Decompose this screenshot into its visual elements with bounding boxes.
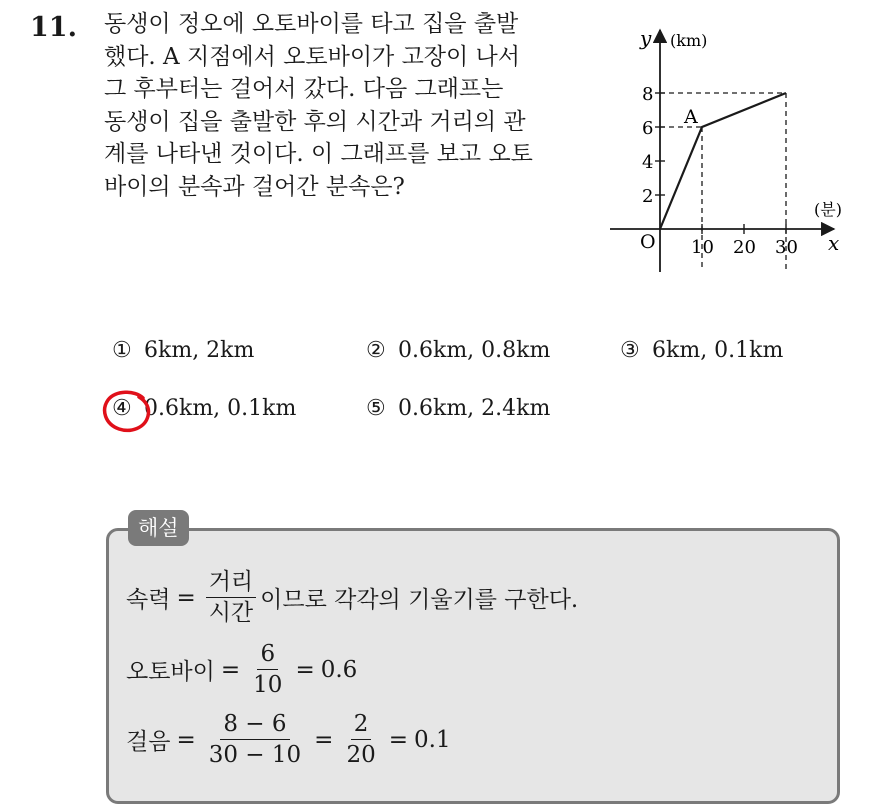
choice-text: 0.6km, 0.1km (144, 396, 297, 421)
fraction-denominator: 10 (253, 672, 283, 698)
solution-tag: 해설 (128, 510, 189, 546)
question-number: 11. (30, 12, 77, 43)
question-line: 동생이 정오에 오토바이를 타고 집을 출발 (104, 11, 519, 37)
question-line: 했다. A 지점에서 오토바이가 고장이 나서 (104, 43, 520, 70)
x-axis-unit: (분) (814, 200, 842, 219)
answer-circle-mark (101, 388, 153, 434)
question-line: 동생이 집을 출발한 후의 시간과 거리의 관 (104, 108, 526, 135)
choice-text: 0.6km, 0.8km (398, 338, 551, 363)
fraction (250, 640, 285, 699)
choice-2[interactable] (366, 338, 550, 363)
question-line: 바이의 분속과 걸어간 분속은? (104, 173, 405, 200)
equals-sign: = (176, 584, 196, 611)
data-series-line (660, 93, 786, 229)
distance-time-graph (598, 18, 848, 278)
point-a-label: A (684, 106, 698, 128)
choice-mark: ⑤ (366, 396, 386, 421)
y-tick-label: 4 (642, 152, 654, 173)
fraction-numerator: 2 (351, 710, 372, 740)
result-value: 0.1 (414, 726, 451, 753)
question-line: 그 후부터는 걸어서 갔다. 다음 그래프는 (104, 76, 504, 102)
choice-mark: ② (366, 338, 386, 363)
choice-3[interactable] (620, 338, 783, 363)
y-tick-label: 2 (642, 186, 654, 207)
fraction (206, 568, 256, 627)
x-axis-var: x (828, 231, 840, 255)
equals-sign: = (176, 726, 196, 753)
solution-line-1 (126, 568, 578, 627)
choice-1[interactable] (112, 338, 254, 363)
x-tick-label: 20 (733, 237, 756, 258)
choice-text: 0.6km, 2.4km (398, 396, 551, 421)
choice-text: 6km, 2km (144, 338, 255, 363)
question-text (104, 8, 584, 203)
speed-label: 속력 (126, 587, 171, 613)
x-tick-label: 10 (691, 237, 714, 258)
motorbike-label: 오토바이 (126, 659, 215, 685)
y-tick-label: 8 (642, 84, 654, 105)
solution-text: 이므로 각각의 기울기를 구한다. (260, 587, 579, 613)
x-tick-label: 30 (775, 237, 798, 258)
y-axis-unit: (km) (670, 31, 708, 50)
choice-mark: ③ (620, 338, 640, 363)
fraction-numerator: 8 − 6 (220, 710, 289, 740)
equals-sign: = (388, 726, 408, 753)
solution-line-2 (126, 640, 357, 699)
walking-label: 걸음 (126, 729, 171, 755)
equals-sign: = (220, 656, 241, 683)
choice-text: 6km, 0.1km (652, 338, 784, 363)
equals-sign: = (295, 656, 315, 683)
choice-mark: ④ (112, 396, 132, 421)
fraction (206, 710, 304, 769)
question-line: 계를 나타낸 것이다. 이 그래프를 보고 오토 (104, 141, 533, 167)
fraction-denominator: 20 (346, 742, 376, 768)
choice-5[interactable] (366, 396, 550, 421)
fraction-denominator: 30 − 10 (208, 742, 302, 768)
fraction-numerator: 6 (257, 640, 278, 670)
y-tick-label: 6 (642, 118, 654, 139)
origin-label: O (640, 231, 656, 253)
equals-sign: = (314, 726, 334, 753)
solution-line-3 (126, 710, 451, 769)
y-axis-var: y (640, 26, 652, 50)
fraction-denominator: 시간 (208, 600, 254, 626)
choice-mark: ① (112, 338, 132, 363)
result-value: 0.6 (320, 656, 358, 683)
fraction-numerator: 거리 (206, 568, 256, 598)
fraction (343, 710, 378, 769)
